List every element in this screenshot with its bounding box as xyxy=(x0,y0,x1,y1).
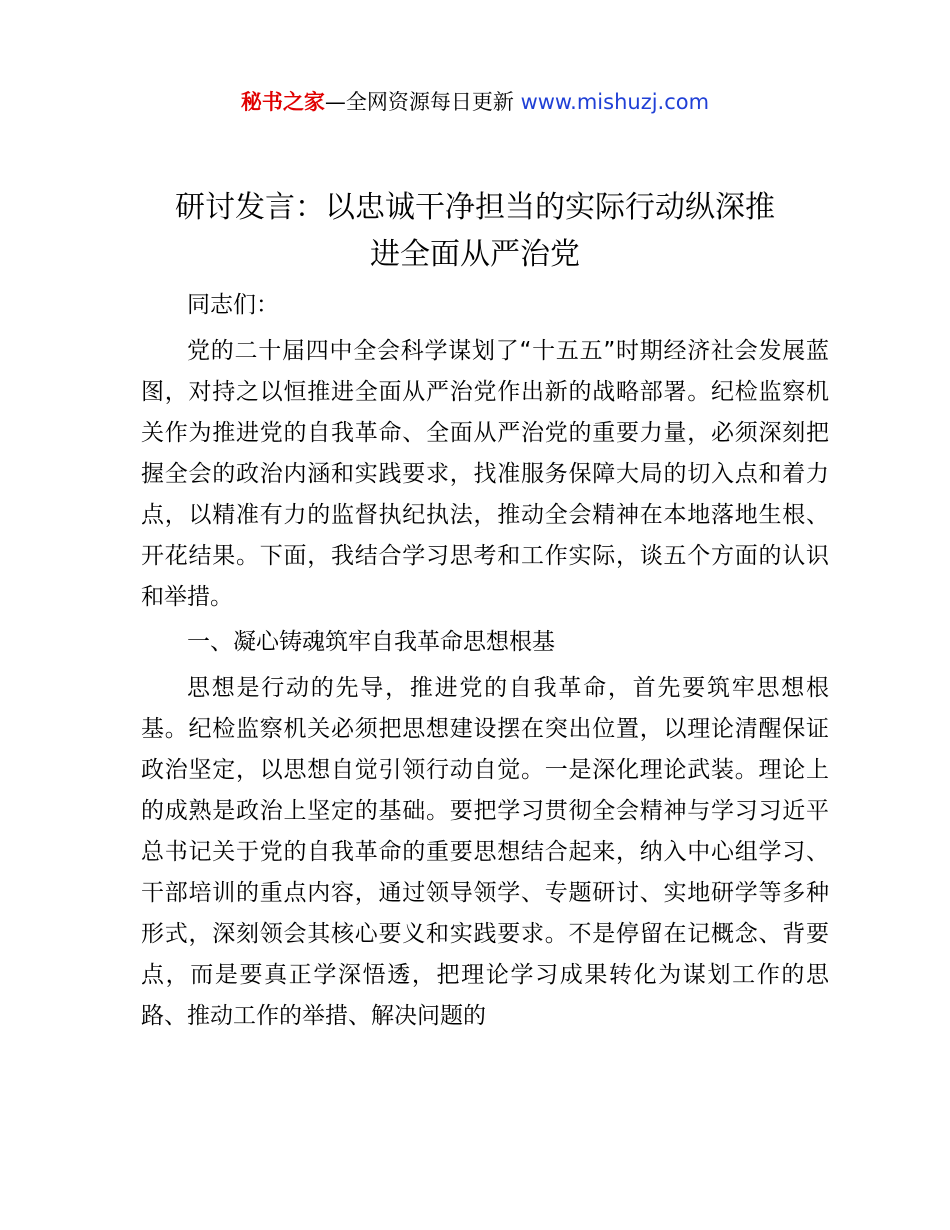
title-line-2: 进全面从严治党 xyxy=(370,237,580,272)
header-slogan: —全网资源每日更新 xyxy=(324,90,521,114)
brand-name: 秘书之家 xyxy=(240,90,325,114)
document-body xyxy=(141,285,829,1041)
site-header xyxy=(0,86,950,118)
section-heading: 一、凝心铸魂筑牢自我革命思想根基 xyxy=(187,629,555,655)
document-title xyxy=(100,184,850,278)
title-line-1: 研讨发言：以忠诚干净担当的实际行动纵深推 xyxy=(175,190,775,225)
site-url-link[interactable]: www.mishuzj.com xyxy=(520,90,710,114)
intro-paragraph: 党的二十届四中全会科学谋划了“十五五”时期经济社会发展蓝图，对持之以恒推进全面从严治党作出新的战略部署。纪检监察机关作为推进党的自我革命、全面从严治党的重要力量，必须深刻把握全会的政治内涵和实践要求，找准服务保障大局的切入点和着力点，以精准有力的监督执纪执法，推动全会精神在本地落地生根、开花结果。下面，我结合学习思考和工作实际，谈五个方面的认识和举措。 xyxy=(141,337,829,610)
section-paragraph: 思想是行动的先导，推进党的自我革命，首先要筑牢思想根基。纪检监察机关必须把思想建设摆在突出位置，以理论清醒保证政治坚定，以思想自觉引领行动自觉。一是深化理论武装。理论上的成熟是政治上坚定的基础。要把学习贯彻全会精神与学习习近平总书记关于党的自我革命的重要思想结合起来，纳入中心组学习、干部培训的重点内容，通过领导领学、专题研讨、实地研学等多种形式，深刻领会其核心要义和实践要求。不是停留在记概念、背要点，而是要真正学深悟透，把理论学习成果转化为谋划工作的思路、推动工作的举措、解决问题的 xyxy=(141,674,829,1029)
salutation: 同志们： xyxy=(187,292,279,318)
